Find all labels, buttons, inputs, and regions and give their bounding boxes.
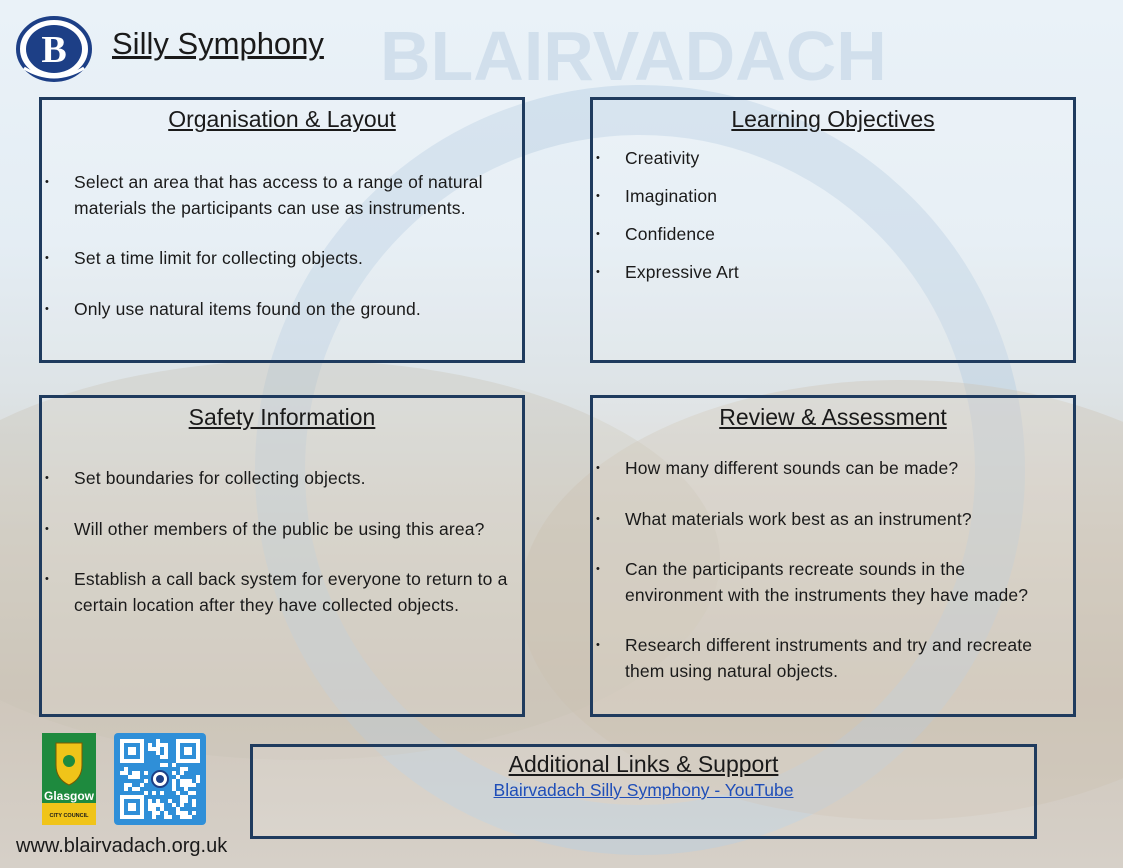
list-item: • Expressive Art xyxy=(593,260,1065,286)
blairvadach-logo xyxy=(16,16,92,82)
organisation-list xyxy=(42,170,514,322)
review-list xyxy=(593,456,1065,684)
list-item: • Set boundaries for collecting objects. xyxy=(42,466,514,492)
organisation-title: Organisation & Layout xyxy=(168,106,396,132)
list-item: • Will other members of the public be using this area? xyxy=(42,517,514,543)
organisation-panel xyxy=(39,97,525,363)
list-item: • Only use natural items found on the ground. xyxy=(42,297,514,323)
objectives-list xyxy=(593,146,1065,286)
glasgow-city-council-logo xyxy=(42,733,96,825)
list-item: • Confidence xyxy=(593,222,1065,248)
youtube-link[interactable]: Blairvadach Silly Symphony - YouTube xyxy=(493,780,794,800)
list-item: • Creativity xyxy=(593,146,1065,172)
links-title: Additional Links & Support xyxy=(508,751,779,777)
council-sub: CITY COUNCIL xyxy=(49,813,89,819)
watermark-text: BLAIRVADACH xyxy=(380,17,887,95)
list-item: • Can the participants recreate sounds in the environment with the instruments they have made? xyxy=(593,557,1065,608)
objectives-title: Learning Objectives xyxy=(731,106,935,132)
page-title: Silly Symphony xyxy=(112,26,324,61)
list-item: • Select an area that has access to a range of natural materials the participants can use as instruments. xyxy=(42,170,514,221)
list-item: • Set a time limit for collecting objects. xyxy=(42,246,514,272)
qr-code[interactable] xyxy=(114,733,206,825)
review-title: Review & Assessment xyxy=(719,404,947,430)
list-item: • Establish a call back system for everyone to return to a certain location after they have collected objects. xyxy=(42,567,514,618)
logo-letter: B xyxy=(41,29,67,71)
review-panel xyxy=(590,395,1076,717)
council-name: Glasgow xyxy=(43,789,95,803)
links-panel xyxy=(250,744,1037,839)
list-item: • Imagination xyxy=(593,184,1065,210)
safety-title: Safety Information xyxy=(188,404,376,430)
objectives-panel xyxy=(590,97,1076,363)
list-item: • What materials work best as an instrument? xyxy=(593,507,1065,533)
safety-panel xyxy=(39,395,525,717)
list-item: • Research different instruments and try and recreate them using natural objects. xyxy=(593,633,1065,684)
list-item: • How many different sounds can be made? xyxy=(593,456,1065,482)
safety-list xyxy=(42,466,514,618)
website-url: www.blairvadach.org.uk xyxy=(16,835,228,857)
